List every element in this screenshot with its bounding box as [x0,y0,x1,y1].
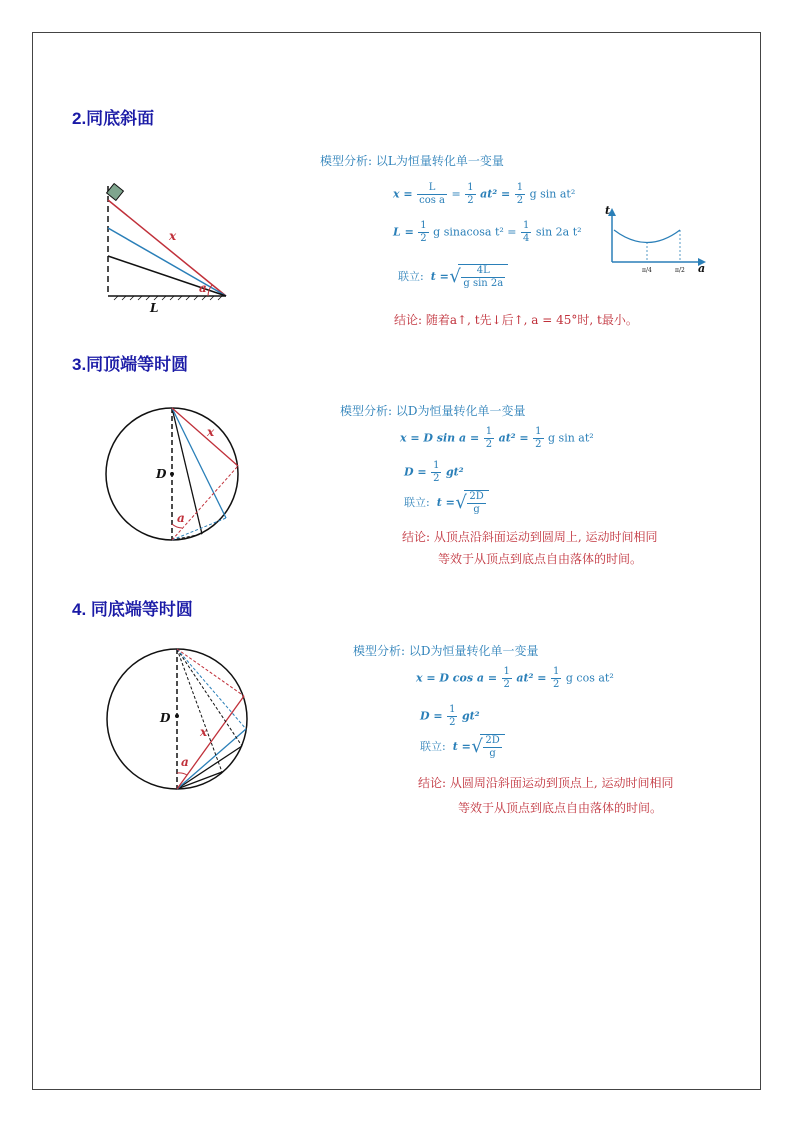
label-x: x [169,229,177,243]
equation-2-3: 联立: t = √ $\frac{4L}{\text{g sin 2a}}$ [398,264,508,290]
block-icon [107,184,124,201]
label-x: x [200,725,208,739]
section-3-title: 3.同顶端等时圆 [72,355,189,374]
analysis-3: 模型分析: 以D为恒量转化单一变量 [340,404,526,418]
label-angle: a [199,281,207,295]
equation-2-2: L = $\frac{1}{2}$ g sinacosa t² = $\frac{1}{4}$ sin 2a t² [393,220,582,244]
section-2-title: 2.同底斜面 [72,109,155,128]
label-x: x [207,425,215,439]
equation-4-1: x = D cos a = $\frac{1}{2}$ at² = $\frac{1}{2}$ g cos at² [416,666,614,690]
conclusion-2: 结论: 随着a↑, t先↓后↑, a = 45°时, t最小。 [394,313,638,327]
analysis-4: 模型分析: 以D为恒量转化单一变量 [353,644,539,658]
label-D: D [160,711,171,725]
equation-3-1: x = D sin a = $\frac{1}{2}$ at² = $\frac{1}{2}$ g sin at² [400,426,594,450]
label-angle: a [181,755,189,769]
graph-tick-1: π/4 [642,267,652,274]
label-angle: a [177,511,185,525]
label-D: D [156,467,167,481]
analysis-2: 模型分析: 以L为恒量转化单一变量 [320,154,504,168]
conclusion-4-line-1: 结论: 从圆周沿斜面运动到顶点上, 运动时间相同 [418,776,674,790]
bottom-equal-time-circle [104,646,250,792]
graph-curve [614,230,680,243]
top-equal-time-circle [102,404,242,544]
conclusion-3-line-1: 结论: 从顶点沿斜面运动到圆周上, 运动时间相同 [402,530,658,544]
graph-x-label: a [698,262,706,275]
incline-red [108,200,226,296]
equation-4-2: D = $\frac{1}{2}$ gt² [420,704,480,728]
equation-3-3: 联立: t = √ $\frac{2D}{g}$ [404,490,489,516]
graph-y-label: t [605,204,611,217]
t-vs-a-graph [600,200,715,280]
equation-3-2: D = $\frac{1}{2}$ gt² [404,460,464,484]
graph-tick-2: π/2 [675,267,685,274]
label-L: L [150,301,159,315]
section-4-title: 4. 同底端等时圆 [72,600,193,619]
conclusion-4-line-2: 等效于从顶点到底点自由落体的时间。 [458,801,663,815]
conclusion-3-line-2: 等效于从顶点到底点自由落体的时间。 [438,552,643,566]
equation-4-3: 联立: t = √ $\frac{2D}{g}$ [420,734,505,760]
incline-figure [92,178,242,318]
equation-2-1: x = $\frac{L}{\text{cos a}}$ = $\frac{1}{2}$ at² = $\frac{1}{2}$ g sin at² [393,182,576,206]
